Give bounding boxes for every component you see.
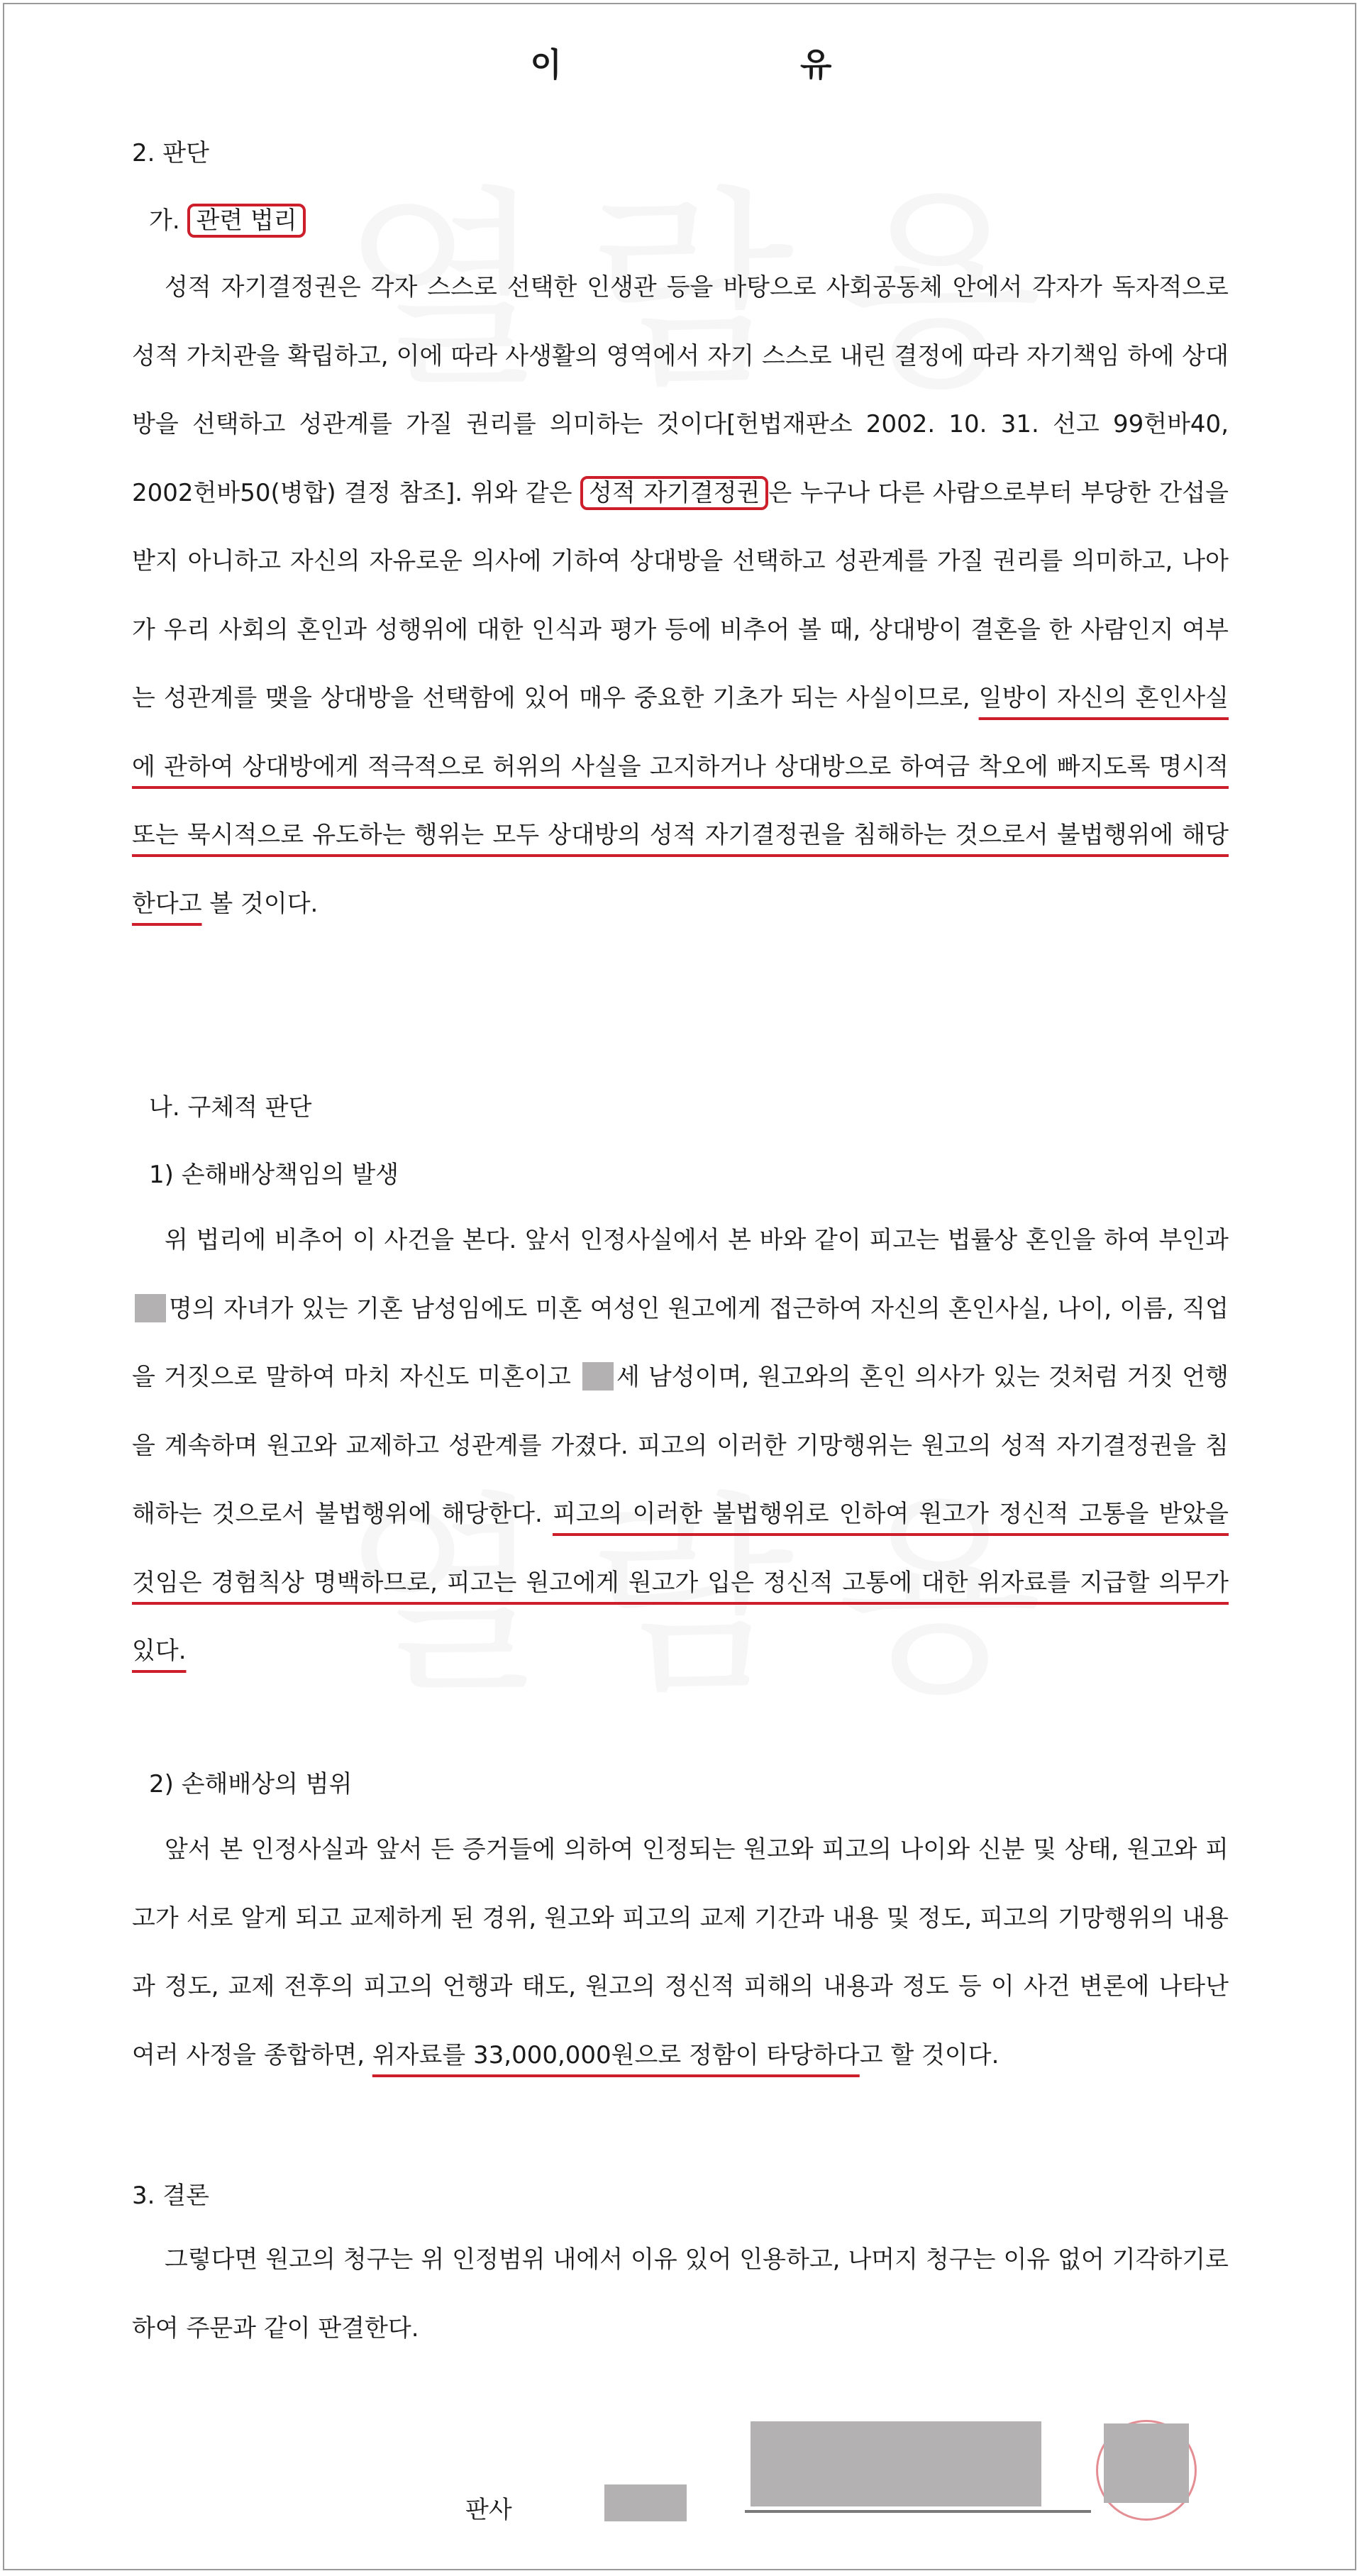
paragraph-damages <box>132 1815 1229 2089</box>
underlined-legal-rule: 일방이 자신의 혼인사실에 관하여 상대방에게 적극적으로 허위의 사실을 고지하거나 상대방으로 하여금 착오에 빠지도록 명시적 또는 묵시적으로 유도하는 행위는 모두 상대방의 성적 자기결정권을 침해하는 것으로서 불법행위에 해당한다고 <box>132 684 1229 918</box>
para1-text-a: 성적 자기결정권은 각자 스스로 선택한 인생관 등을 바탕으로 사회공동체 안에서 각자가 독자적으로 성적 가치관을 확립하고, 이에 따라 사생활의 영역에서 자기 스스로 내린 결정에 따라 자기책임 하에 상대방을 선택하고 성관계를 가질 권리를 의미하는 것이다[헌법재판소 2002. 10. 31. 선고 99헌바40, 2002헌바50(병합) 결정 참조]. 위와 같은 <box>132 273 1229 507</box>
heading-judgment: 2. 판단 <box>132 139 209 167</box>
boxed-sexual-self-determination: 성적 자기결정권 <box>580 476 768 510</box>
underlined-damages-amount: 위자료를 33,000,000원으로 정함이 타당하다 <box>372 2040 860 2069</box>
heading-legal-principles <box>149 201 306 236</box>
paragraph-legal-principles <box>132 253 1229 938</box>
underlined-liability: 피고의 이러한 불법행위로 인하여 원고가 정신적 고통을 받았을 것임은 경험칙상 명백하므로, 피고는 원고에게 원고가 입은 정신적 고통에 대한 위자료를 지급할 의무가 있다. <box>132 1500 1229 1665</box>
heading-specific-judgment: 나. 구체적 판단 <box>149 1093 312 1122</box>
boxed-legal-principles: 관련 법리 <box>187 204 305 238</box>
signature-line <box>745 2510 1091 2513</box>
paragraph-conclusion: 그렇다면 원고의 청구는 위 인정범위 내에서 이유 있어 인용하고, 나머지 청구는 이유 없어 기각하기로 하여 주문과 같이 판결한다. <box>132 2245 1229 2343</box>
para2-text-c: 세 남성이며, 원고와의 혼인 의사가 있는 것처럼 거짓 언행을 계속하며 원고와 교제하고 성관계를 가졌다. 피고의 이러한 기망행위는 원고의 성적 자기결정권을 침해하는 것으로서 불법행위에 해당한다. <box>132 1363 1229 1528</box>
para2-text-a: 위 법리에 비추어 이 사건을 본다. 앞서 인정사실에서 본 바와 같이 피고는 법률상 혼인을 하여 부인과 <box>165 1226 1229 1254</box>
para3-text-end: 고 할 것이다. <box>859 2040 1000 2069</box>
redacted-judge-name <box>604 2484 687 2521</box>
redaction-box <box>582 1362 614 1391</box>
judge-label: 판사 <box>465 2496 512 2524</box>
heading-liability: 1) 손해배상책임의 발생 <box>149 1161 399 1189</box>
redacted-seal <box>1104 2423 1189 2503</box>
para3-text-a: 앞서 본 인정사실과 앞서 든 증거들에 의하여 인정되는 원고와 피고의 나이와 신분 및 상태, 원고와 피고가 서로 알게 되고 교제하게 된 경위, 원고와 피고의 교제 기간과 내용 및 정도, 피고의 기망행위의 내용과 정도, 교제 전후의 피고의 언행과 태도, 원고의 정신적 피해의 내용과 정도 등 이 사건 변론에 나타난 여러 사정을 종합하면, <box>132 1835 1229 2069</box>
heading-conclusion: 3. 결론 <box>132 2182 209 2210</box>
redaction-box <box>135 1294 166 1322</box>
signature-block <box>0 2419 1362 2561</box>
para2-text-b: 명의 자녀가 있는 기혼 남성임에도 미혼 여성인 원고에게 접근하여 자신의 혼인사실, 나이, 이름, 직업을 거짓으로 말하여 마치 자신도 미혼이고 <box>132 1294 1229 1391</box>
para1-text-end: 볼 것이다. <box>201 889 319 918</box>
paragraph-liability <box>132 1206 1229 1686</box>
heading-damages-scope: 2) 손해배상의 범위 <box>149 1770 353 1798</box>
para1-text-b: 은 누구나 다른 사람으로부터 부당한 간섭을 받지 아니하고 자신의 자유로운 의사에 기하여 상대방을 선택하고 성관계를 가질 권리를 의미하고, 나아가 우리 사회의 혼인과 성행위에 대한 인식과 평가 등에 비추어 볼 때, 상대방이 결혼을 한 사람인지 여부는 성관계를 맺을 상대방을 선택함에 있어 매우 중요한 기초가 되는 사실이므로, <box>132 478 1229 712</box>
document-title: 이 유 <box>530 45 946 84</box>
redacted-signature <box>751 2421 1041 2506</box>
heading-a-prefix: 가. <box>149 206 180 235</box>
